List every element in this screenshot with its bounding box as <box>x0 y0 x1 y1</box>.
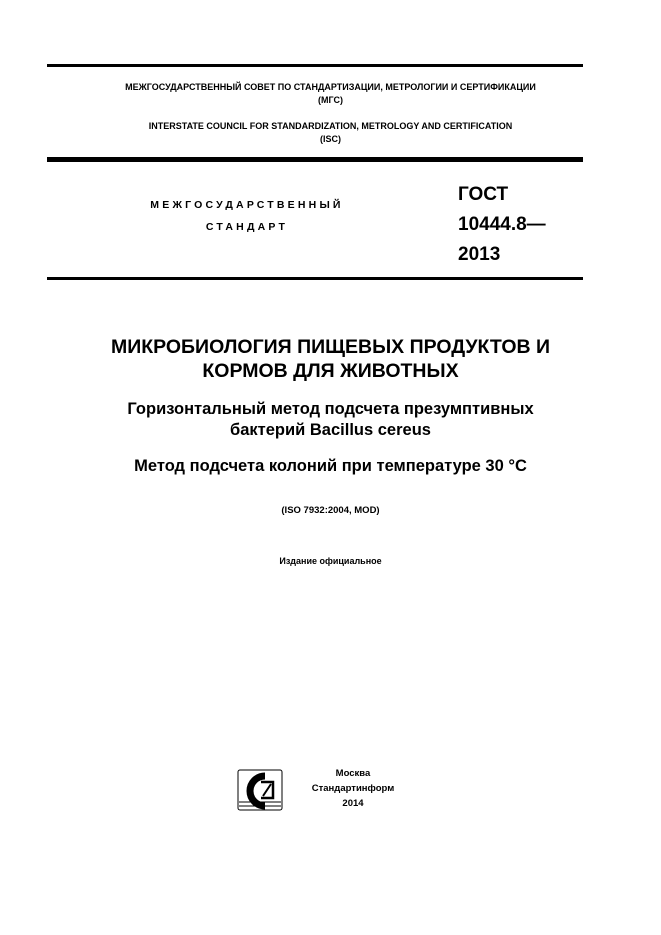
publisher-city: Москва <box>335 768 371 779</box>
standartinform-logo <box>235 768 285 812</box>
gost-prefix: ГОСТ <box>458 184 509 205</box>
subtitle-2: Метод подсчета колоний при температуре 30 °С <box>134 457 527 475</box>
gost-number: 10444.8— <box>458 214 546 235</box>
publisher-name: Стандартинформ <box>311 783 395 794</box>
council-ru: МЕЖГОСУДАРСТВЕННЫЙ СОВЕТ ПО СТАНДАРТИЗАЦИИ, МЕТРОЛОГИИ И СЕРТИФИКАЦИИ <box>125 82 536 92</box>
gost-year: 2013 <box>458 244 501 265</box>
council-en: INTERSTATE COUNCIL FOR STANDARDIZATION, METROLOGY AND CERTIFICATION <box>148 121 513 131</box>
council-ru-abbr: (МГС) <box>318 95 343 105</box>
standard-kind-line1: МЕЖГОСУДАРСТВЕННЫЙ <box>150 199 344 211</box>
subtitle-1-line1: Горизонтальный метод подсчета презумптивных <box>127 400 534 418</box>
edition-note: Издание официальное <box>279 556 382 566</box>
title-main-line2: КОРМОВ ДЛЯ ЖИВОТНЫХ <box>202 360 459 382</box>
council-en-abbr: (ISC) <box>320 134 341 144</box>
subtitle-1-line2: бактерий Bacillus cereus <box>230 421 431 439</box>
standard-kind-line2: СТАНДАРТ <box>205 221 289 233</box>
designation-rule <box>47 277 583 280</box>
iso-reference: (ISO 7932:2004, MOD) <box>281 505 380 516</box>
title-main-line1: МИКРОБИОЛОГИЯ ПИЩЕВЫХ ПРОДУКТОВ И <box>110 336 551 358</box>
top-rule <box>47 64 583 67</box>
header-rule <box>47 157 583 162</box>
publisher-year: 2014 <box>342 798 364 809</box>
